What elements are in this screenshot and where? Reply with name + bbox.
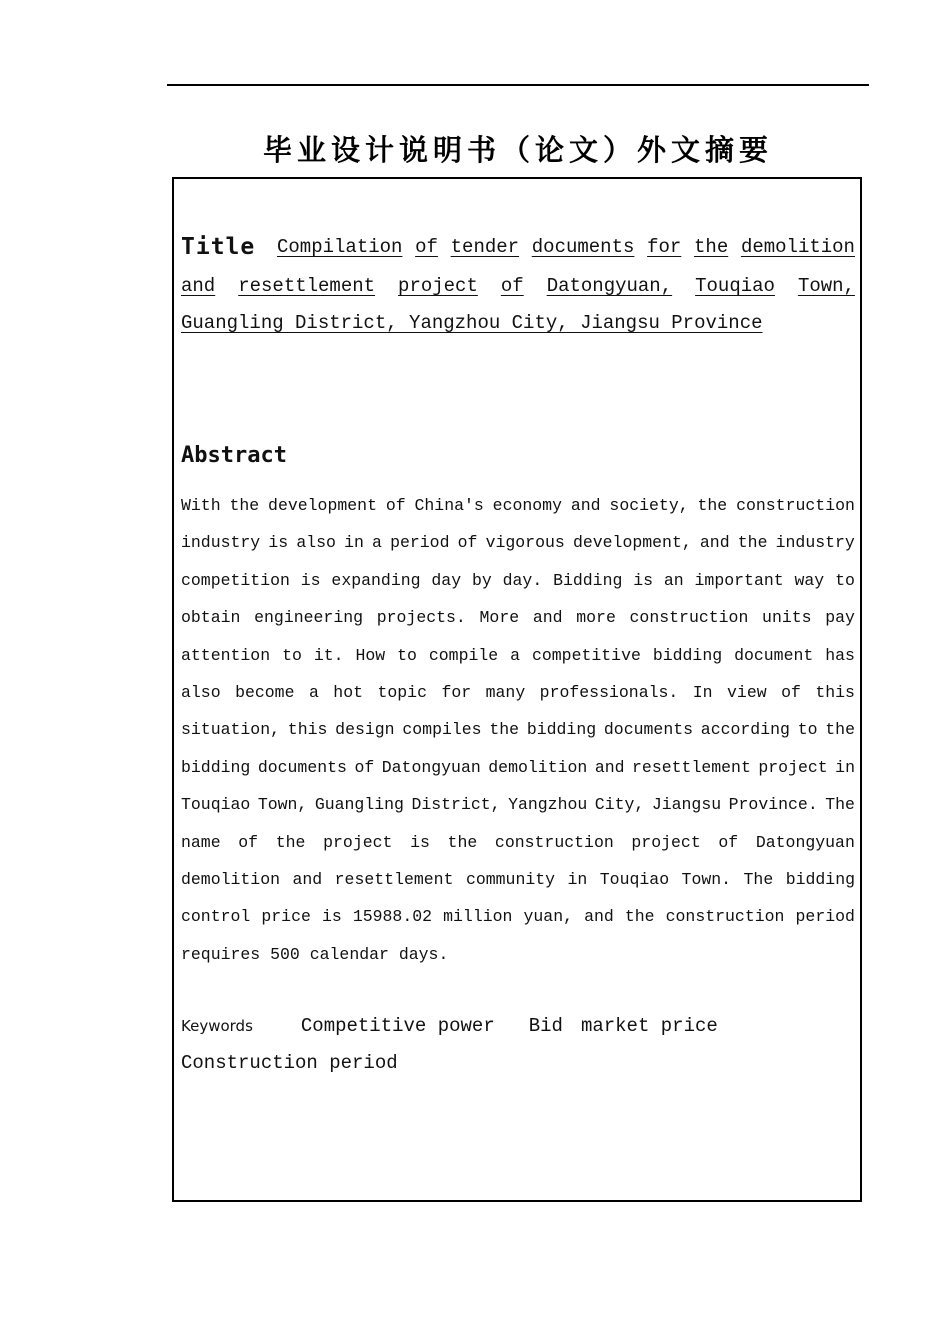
word: way <box>794 570 825 590</box>
word: With <box>181 496 221 515</box>
word: the <box>447 832 478 852</box>
word: competitive <box>531 645 641 665</box>
word: period <box>390 533 450 553</box>
word: City, <box>594 795 645 815</box>
word: bidding <box>526 720 597 740</box>
keywords-section <box>181 1008 855 1082</box>
abstract-line <box>181 824 855 861</box>
word: society, <box>609 496 689 515</box>
word: and <box>699 533 730 553</box>
word: resettlement <box>238 275 376 297</box>
abstract-heading: Abstract <box>181 443 287 468</box>
word: requires 500 calendar days. <box>181 944 449 964</box>
word: project <box>398 275 478 297</box>
word: In <box>692 683 713 703</box>
word: documents <box>603 720 694 740</box>
word: of <box>354 757 375 777</box>
word: is <box>633 570 654 590</box>
abstract-line <box>181 861 855 898</box>
word: Datongyuan <box>755 832 855 852</box>
word: of <box>457 533 478 553</box>
word: project <box>758 757 828 777</box>
abstract-line <box>181 711 855 748</box>
word: the <box>489 720 520 740</box>
abstract-line <box>181 786 855 823</box>
word: of <box>385 496 406 515</box>
word: it. <box>313 645 344 665</box>
word: community <box>465 870 556 890</box>
word: resettlement <box>632 757 751 777</box>
word: and <box>584 907 614 927</box>
title-line <box>181 268 855 305</box>
word: by <box>471 570 492 590</box>
abstract-line <box>181 487 855 524</box>
word: and <box>594 757 625 777</box>
word: a <box>308 683 319 703</box>
word: day. <box>502 570 543 590</box>
word: yuan, <box>523 907 573 927</box>
abstract-line <box>181 936 855 973</box>
word: control <box>181 907 251 927</box>
word: for <box>647 236 682 258</box>
word: Guangling <box>314 795 404 815</box>
word: More <box>479 608 520 628</box>
word: development, <box>572 533 692 553</box>
abstract-line <box>181 898 855 935</box>
title-label: Title <box>181 234 256 260</box>
word: expanding <box>331 570 421 590</box>
word: situation, <box>181 720 281 740</box>
word: an <box>663 570 684 590</box>
word: of <box>415 236 438 258</box>
word: is <box>268 533 289 553</box>
word: the <box>697 496 728 515</box>
word: of <box>238 832 259 852</box>
page-heading: 毕业设计说明书（论文）外文摘要 <box>262 133 773 167</box>
word: Compilation <box>277 236 403 258</box>
word: industry <box>181 533 261 553</box>
abstract-line <box>181 599 855 636</box>
word: a <box>372 533 382 553</box>
word: Touqiao <box>599 870 670 890</box>
word: of <box>718 832 739 852</box>
word: compiles <box>402 720 482 740</box>
word: price <box>261 907 311 927</box>
keyword-item: Construction period <box>181 1052 398 1074</box>
word: view <box>727 683 767 703</box>
word: topic <box>377 683 427 703</box>
word: design <box>335 720 395 740</box>
word: How <box>355 645 386 665</box>
word: development <box>268 496 377 515</box>
word: Datongyuan, <box>546 275 673 297</box>
word: and <box>570 496 601 515</box>
word: industry <box>775 533 855 553</box>
word: and <box>532 608 563 628</box>
word: engineering <box>254 608 364 628</box>
keywords-label: Keywords <box>181 1017 253 1035</box>
word: bidding <box>181 757 251 777</box>
word: the <box>229 496 260 515</box>
abstract-body <box>181 487 855 973</box>
word: important <box>694 570 784 590</box>
word: obtain <box>181 608 241 628</box>
word: and <box>181 275 216 297</box>
word: also <box>296 533 336 553</box>
word: vigorous <box>485 533 565 553</box>
word: name <box>181 832 221 852</box>
word: many <box>485 683 526 703</box>
word: is <box>410 832 430 852</box>
word: in <box>344 533 364 553</box>
word: construction <box>494 832 614 852</box>
word: to <box>797 720 818 740</box>
word: to <box>397 645 417 665</box>
word: to <box>835 570 855 590</box>
word: this <box>287 720 328 740</box>
abstract-line <box>181 674 855 711</box>
word: Town, <box>257 795 308 815</box>
word: project <box>323 832 393 852</box>
word: bidding <box>652 645 723 665</box>
word: construction <box>736 496 855 515</box>
keyword-item: Bid <box>528 1015 563 1037</box>
word: pay <box>825 608 855 628</box>
word: China's <box>414 496 484 515</box>
word: tender <box>450 236 520 258</box>
word: has <box>825 645 855 665</box>
word: Yangzhou <box>508 795 588 815</box>
word: million <box>443 907 513 927</box>
word: this <box>815 683 855 703</box>
word: resettlement <box>334 870 454 890</box>
word: attention <box>181 645 271 665</box>
word: more <box>576 608 616 628</box>
word: period <box>795 907 855 927</box>
word: the <box>624 907 655 927</box>
abstract-line <box>181 749 855 786</box>
word: construction <box>665 907 785 927</box>
word: of <box>500 275 524 297</box>
keyword-item: market price <box>580 1015 718 1037</box>
title-line-words <box>277 226 855 268</box>
word: construction <box>629 608 749 628</box>
word: the <box>694 236 729 258</box>
title-line <box>181 305 855 342</box>
word: the <box>275 832 306 852</box>
abstract-line <box>181 524 855 561</box>
word: units <box>762 608 812 628</box>
word: demolition <box>181 870 281 890</box>
word: in <box>835 757 855 777</box>
word: Touqiao <box>695 275 775 297</box>
word: Province. <box>728 795 818 815</box>
word: demolition <box>488 757 588 777</box>
word: Bidding <box>553 570 623 590</box>
keyword-item: Competitive power <box>300 1015 495 1037</box>
word: documents <box>257 757 347 777</box>
header-rule <box>167 84 869 86</box>
word: professionals. <box>539 683 679 703</box>
word: of <box>781 683 801 703</box>
word: also <box>181 683 221 703</box>
word: Touqiao <box>181 795 251 815</box>
word: document <box>734 645 814 665</box>
word: project <box>631 832 701 852</box>
word: documents <box>531 236 635 258</box>
word: to <box>282 645 302 665</box>
word: in <box>567 870 588 890</box>
word: 15988.02 <box>352 907 433 927</box>
abstract-line <box>181 562 855 599</box>
title-line <box>181 226 855 268</box>
abstract-line <box>181 637 855 674</box>
word: become <box>235 683 295 703</box>
word: hot <box>333 683 364 703</box>
word: demolition <box>740 236 855 258</box>
word: District, <box>411 795 501 815</box>
title-section <box>181 226 855 342</box>
word: bidding <box>785 870 855 890</box>
word: economy <box>492 496 562 515</box>
word: and <box>292 870 323 890</box>
word: a <box>510 645 521 665</box>
word: Datongyuan <box>381 757 481 777</box>
word: projects. <box>376 608 466 628</box>
word: for <box>441 683 472 703</box>
word: Town. <box>681 870 732 890</box>
word: The <box>743 870 774 890</box>
word: The <box>825 795 855 815</box>
word: Jiangsu <box>651 795 722 815</box>
word: is <box>300 570 321 590</box>
word: the <box>825 720 855 740</box>
word: day <box>431 570 462 590</box>
word: Town, <box>797 275 855 297</box>
word: the <box>737 533 768 553</box>
word: Guangling District, Yangzhou City, Jiangsu Province <box>181 312 763 334</box>
word: is <box>321 907 342 927</box>
word: competition <box>181 570 290 590</box>
word: according <box>700 720 790 740</box>
word: compile <box>428 645 499 665</box>
